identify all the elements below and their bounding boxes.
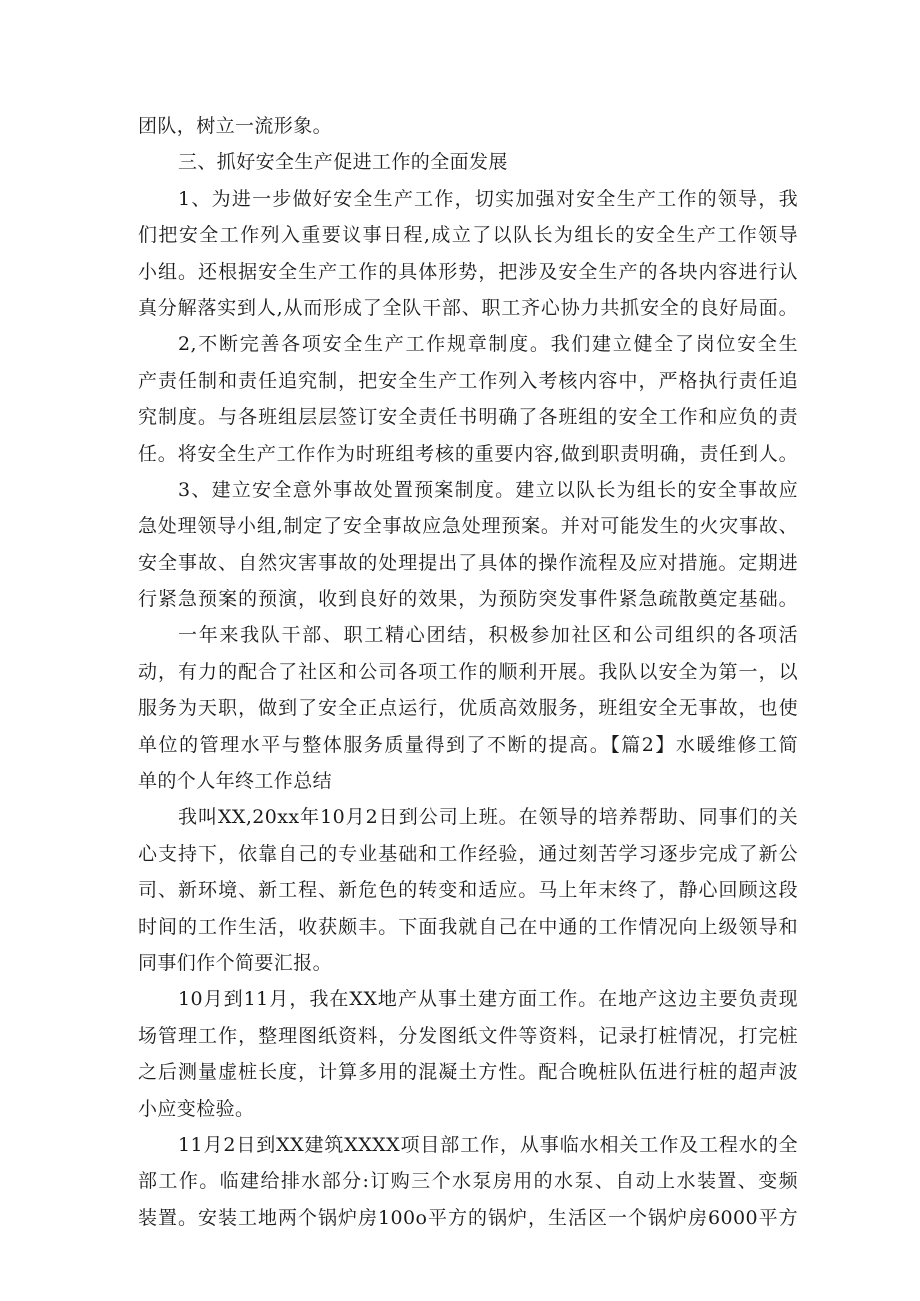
text-line: 场管理工作，整理图纸资料，分发图纸文件等资料，记录打桩情况，打完桩 <box>138 1024 798 1047</box>
text-line: 装置。安装工地两个锅炉房100o平方的锅炉，生活区一个锅炉房6000平方 <box>138 1206 798 1229</box>
text-line: 心支持下，依靠自己的专业基础和工作经验，通过刻苦学习逐步完成了新公 <box>138 842 798 865</box>
text-line: 司、新环境、新工程、新危色的转变和适应。马上年末终了，静心回顾这段 <box>138 879 798 902</box>
text-line: 真分解落实到人,从而形成了全队干部、职工齐心协力共抓安全的良好局面。 <box>138 296 798 319</box>
text-line: 11月2日到XX建筑XXXX项目部工作，从事临水相关工作及工程水的全 <box>178 1133 798 1156</box>
text-line: 1、为进一步做好安全生产工作，切实加强对安全生产工作的领导，我 <box>178 187 798 210</box>
text-line: 一年来我队干部、职工精心团结，积极参加社区和公司组织的各项活 <box>178 624 798 647</box>
text-line: 部工作。临建给排水部分:订购三个水泵房用的水泵、自动上水装置、变频 <box>138 1170 798 1193</box>
text-line: 三、抓好安全生产促进工作的全面发展 <box>178 151 508 174</box>
text-line: 服务为天职，做到了安全正点运行，优质高效服务，班组安全无事故，也使 <box>138 697 798 720</box>
text-line: 们把安全工作列入重要议事日程,成立了以队长为组长的安全生产工作领导 <box>138 224 798 247</box>
text-line: 小组。还根据安全生产工作的具体形势，把涉及安全生产的各块内容进行认 <box>138 260 798 283</box>
text-line: 之后测量虚桩长度，计算多用的混凝土方性。配合晚桩队伍进行桩的超声波 <box>138 1061 798 1084</box>
text-line: 10月到11月，我在XX地产从事土建方面工作。在地产这边主要负责现 <box>178 988 798 1011</box>
text-line: 小应变检验。 <box>138 1097 255 1120</box>
text-line: 单的个人年终工作总结 <box>138 770 333 793</box>
text-line: 行紧急预案的预演，收到良好的效果，为预防突发事件紧急疏散奠定基础。 <box>138 588 798 611</box>
text-line: 产责任制和责任追究制，把安全生产工作列入考核内容中，严格执行责任追 <box>138 369 798 392</box>
text-line: 任。将安全生产工作作为时班组考核的重要内容,做到职责明确，责任到人。 <box>138 442 798 465</box>
text-line: 安全事故、自然灾害事故的处理提出了具体的操作流程及应对措施。定期进 <box>138 551 798 574</box>
text-line: 3、建立安全意外事故处置预案制度。建立以队长为组长的安全事故应 <box>178 478 798 501</box>
text-line: 时间的工作生活，收获颇丰。下面我就自己在中通的工作情况向上级领导和 <box>138 915 798 938</box>
text-line: 团队，树立一流形象。 <box>138 115 333 137</box>
text-line: 急处理领导小组,制定了安全事故应急处理预案。并对可能发生的火灾事故、 <box>138 515 798 538</box>
text-line: 究制度。与各班组层层签订安全责任书明确了各班组的安全工作和应负的责 <box>138 406 798 429</box>
text-line: 动，有力的配合了社区和公司各项工作的顺利开展。我队以安全为第一，以 <box>138 660 798 683</box>
document-page <box>138 108 798 1236</box>
text-line: 2,不断完善各项安全生产工作规章制度。我们建立健全了岗位安全生 <box>178 333 798 356</box>
text-line: 同事们作个简要汇报。 <box>138 951 333 974</box>
text-line: 单位的管理水平与整体服务质量得到了不断的提高。【篇2】水暖维修工简 <box>138 733 798 756</box>
text-line: 我叫XX,20xx年10月2日到公司上班。在领导的培养帮助、同事们的关 <box>178 806 798 829</box>
